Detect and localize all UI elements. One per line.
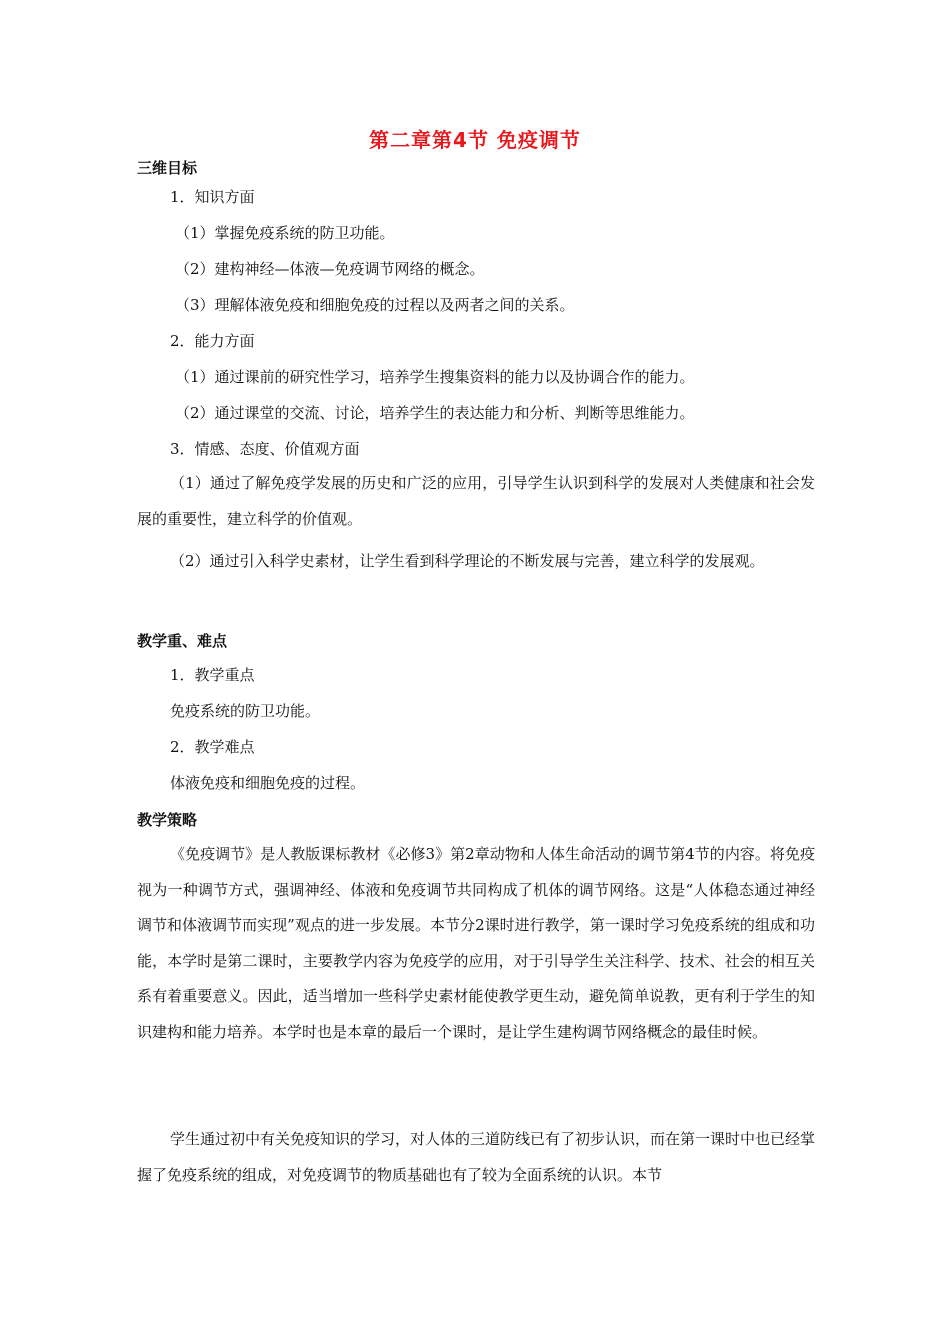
- emotion-item-2: （2）通过引入科学史素材，让学生看到科学理论的不断发展与完善，建立科学的发展观。: [170, 552, 765, 570]
- knowledge-label: 1．知识方面: [170, 188, 255, 206]
- strategy-paragraph-1: 《免疫调节》是人教版课标教材《必修3》第2章动物和人体生命活动的调节第4节的内容。将免疫视为一种调节方式，强调神经、体液和免疫调节共同构成了机体的调节网络。这是“人体稳态通过神经调节和体液调节而实现”观点的进一步发展。本节分2课时进行教学，第一课时学习免疫系统的组成和功能，本学时是第二课时，主要教学内容为免疫学的应用，对于引导学生关注科学、技术、社会的相互关系有着重要意义。因此，适当增加一些科学史素材能使教学更生动，避免简单说教，更有利于学生的知识建构和能力培养。本学时也是本章的最后一个课时，是让学生建构调节网络概念的最佳时候。: [137, 845, 815, 1041]
- ability-label: 2．能力方面: [170, 332, 255, 350]
- difficult-point-text: 体液免疫和细胞免疫的过程。: [170, 774, 366, 792]
- section-heading-goals: 三维目标: [137, 159, 198, 177]
- ability-item-1: （1）通过课前的研究性学习，培养学生搜集资料的能力以及协调合作的能力。: [175, 368, 695, 386]
- knowledge-item-1: （1）掌握免疫系统的防卫功能。: [175, 224, 395, 242]
- knowledge-item-2: （2）建构神经—体液—免疫调节网络的概念。: [175, 260, 485, 278]
- section-heading-strategy: 教学策略: [137, 811, 198, 829]
- emotion-label: 3．情感、态度、价值观方面: [170, 440, 360, 458]
- document-title: 第二章第4节 免疫调节: [369, 128, 581, 152]
- key-point-text: 免疫系统的防卫功能。: [170, 702, 321, 720]
- key-point-label: 1．教学重点: [170, 666, 255, 684]
- strategy-paragraph-2: 学生通过初中有关免疫知识的学习，对人体的三道防线已有了初步认识，而在第一课时中也已经掌握了免疫系统的组成，对免疫调节的物质基础也有了较为全面系统的认识。本节: [137, 1130, 816, 1184]
- section-heading-keypoints: 教学重、难点: [137, 632, 228, 650]
- knowledge-item-3: （3）理解体液免疫和细胞免疫的过程以及两者之间的关系。: [175, 296, 575, 314]
- ability-item-2: （2）通过课堂的交流、讨论，培养学生的表达能力和分析、判断等思维能力。: [175, 404, 695, 422]
- difficult-point-label: 2．教学难点: [170, 738, 255, 756]
- emotion-item-1: （1）通过了解免疫学发展的历史和广泛的应用，引导学生认识到科学的发展对人类健康和社会发展的重要性，建立科学的价值观。: [137, 474, 815, 528]
